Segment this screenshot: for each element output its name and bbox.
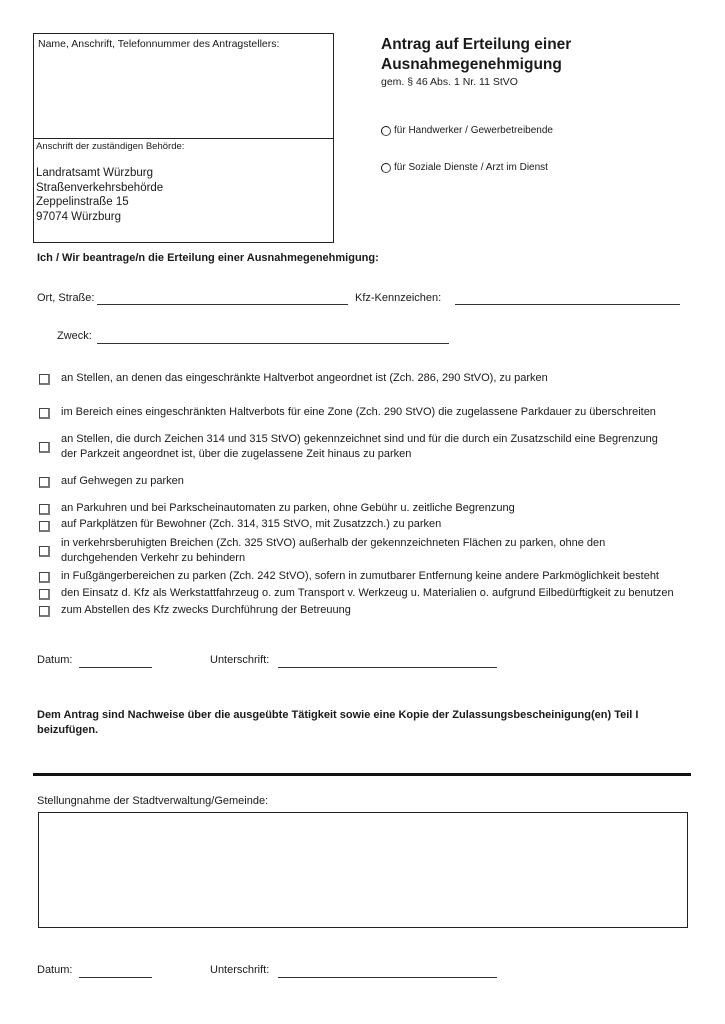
authority-box-label: Anschrift der zuständigen Behörde:	[36, 141, 185, 152]
checkbox-label-line: der Parkzeit angeordnet ist, über die zugelassene Zeit hinaus zu parken	[61, 447, 412, 460]
applicant-box[interactable]	[33, 33, 334, 139]
zweck-input[interactable]	[97, 343, 449, 344]
checkbox-label-line: zum Abstellen des Kfz zwecks Durchführung der Betreuung	[61, 604, 351, 616]
checkbox-label	[61, 405, 656, 420]
datum-label: Datum:	[37, 654, 73, 666]
checkbox[interactable]	[39, 572, 50, 583]
checkbox-label-line: durchgehenden Verkehr zu behindern	[61, 551, 246, 564]
section-divider	[33, 773, 691, 776]
option-label: für Handwerker / Gewerbetreibende	[394, 125, 553, 136]
checkbox-label-line: an Stellen, die durch Zeichen 314 und 315 StVO) gekennzeichnet sind und für die durch ein Zusatzschild eine Begrenzung	[61, 433, 658, 445]
authority-address-line: Zeppelinstraße 15	[36, 196, 129, 208]
request-heading: Ich / Wir beantrage/n die Erteilung einer Ausnahmegenehmigung:	[37, 252, 379, 264]
authority-address-line: 97074 Würzburg	[36, 210, 122, 223]
checkbox-label	[61, 569, 659, 584]
checkbox-label-line: im Bereich eines eingeschränkten Haltverbots für eine Zone (Zch. 290 StVO) die zugelassene Parkdauer zu überschreiten	[61, 406, 656, 418]
option-handwerker[interactable]	[381, 125, 553, 136]
kfz-input[interactable]	[455, 304, 680, 305]
checkbox-label	[61, 517, 441, 532]
authority-box	[33, 138, 334, 243]
unterschrift-input[interactable]	[278, 977, 497, 978]
ort-label: Ort, Straße:	[37, 292, 95, 304]
checkbox-label-line: den Einsatz d. Kfz als Werkstattfahrzeug o. zum Transport v. Werkzeug u. Materialien o. aufgrund Eilbedürftigkeit zu benutzen	[61, 587, 674, 599]
checkbox-label-line: in verkehrsberuhigten Breichen (Zch. 325 StVO) außerhalb der gekennzeichneten Flächen zu parken, ohne den	[61, 537, 606, 549]
form-title	[381, 35, 571, 75]
unterschrift-label: Unterschrift:	[210, 654, 270, 666]
notice-line: Dem Antrag sind Nachweise über die ausgeübte Tätigkeit sowie eine Kopie der Zulassungsbescheinigung(en) Teil I	[37, 709, 639, 721]
checkbox-label-line: an Parkuhren und bei Parkscheinautomaten zu parken, ohne Gebühr u. zeitliche Begrenzung	[61, 502, 515, 514]
checkbox-label	[61, 586, 674, 601]
radio-button[interactable]	[381, 163, 391, 173]
checkbox-label-line: auf Gehwegen zu parken	[61, 475, 184, 487]
checkbox-label	[61, 474, 184, 489]
checkbox[interactable]	[39, 521, 50, 532]
checkbox-label-line: auf Parkplätzen für Bewohner (Zch. 314, 315 StVO, mit Zusatzzch.) zu parken	[61, 518, 442, 530]
form-title-line1: Antrag auf Erteilung einer	[381, 36, 572, 53]
datum-input[interactable]	[79, 667, 152, 668]
checkbox[interactable]	[39, 477, 50, 488]
notice-line: beizufügen.	[37, 724, 99, 736]
radio-button[interactable]	[381, 126, 391, 136]
authority-address-line: Landratsamt Würzburg	[36, 167, 153, 179]
checkbox[interactable]	[39, 408, 50, 419]
checkbox[interactable]	[39, 374, 50, 385]
checkbox[interactable]	[39, 606, 50, 617]
datum-label: Datum:	[37, 964, 73, 976]
checkbox[interactable]	[39, 442, 50, 453]
kfz-label: Kfz-Kennzeichen:	[355, 292, 442, 304]
form-subtitle: gem. § 46 Abs. 1 Nr. 11 StVO	[381, 76, 518, 88]
ort-input[interactable]	[97, 304, 348, 305]
statement-textarea[interactable]	[38, 812, 688, 928]
checkbox-label	[61, 603, 351, 618]
checkbox-label-line: an Stellen, an denen das eingeschränkte Haltverbot angeordnet ist (Zch. 286, 290 StVO), zu parken	[61, 372, 548, 384]
checkbox[interactable]	[39, 504, 50, 515]
checkbox[interactable]	[39, 589, 50, 600]
applicant-box-label: Name, Anschrift, Telefonnummer des Antragstellers:	[38, 38, 280, 50]
checkbox-label	[61, 536, 605, 565]
option-soziale-dienste[interactable]	[381, 162, 548, 173]
option-label: für Soziale Dienste / Arzt im Dienst	[394, 162, 548, 173]
statement-label: Stellungnahme der Stadtverwaltung/Gemeinde:	[37, 795, 269, 807]
authority-address-line: Straßenverkehrsbehörde	[36, 181, 164, 194]
checkbox-label	[61, 371, 548, 386]
authority-address	[36, 166, 163, 224]
attachment-notice	[37, 708, 638, 738]
checkbox-label	[61, 501, 515, 516]
form-title-line2: Ausnahmegenehmigung	[381, 56, 562, 73]
checkbox-label-line: in Fußgängerbereichen zu parken (Zch. 242 StVO), sofern in zumutbarer Entfernung keine andere Parkmöglichkeit besteht	[61, 570, 659, 582]
checkbox-label	[61, 432, 658, 461]
zweck-label: Zweck:	[57, 330, 92, 342]
checkbox[interactable]	[39, 546, 50, 557]
datum-input[interactable]	[79, 977, 152, 978]
unterschrift-input[interactable]	[278, 667, 497, 668]
unterschrift-label: Unterschrift:	[210, 964, 270, 976]
